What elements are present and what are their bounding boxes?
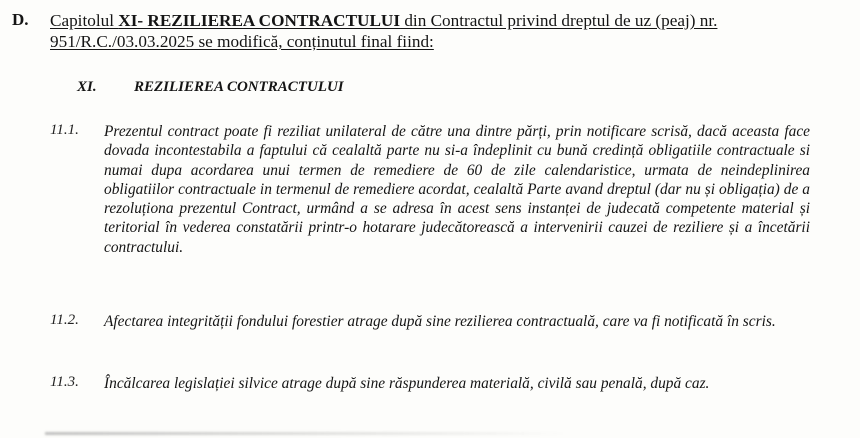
clause-text: Încălcarea legislației silvice atrage după sine răspunderea materială, civilă sau penală, după caz. xyxy=(104,375,710,392)
clause-number: 11.3. xyxy=(50,374,79,390)
chapter-number: XI. xyxy=(77,79,97,95)
intro-prefix: Capitolul xyxy=(50,11,119,30)
section-letter: D. xyxy=(12,10,29,29)
amendment-intro xyxy=(50,10,820,52)
clause-text: Prezentul contract poate fi reziliat unilateral de către una dintre părți, prin notificare scrisă, dacă aceasta face dovada incontestabila a faptului că cealaltă parte nu si-a îndeplinit cu bună credință obligatiile contractuale si numai dupa acordarea unui termen de remediere de 60 de zile calendaristice, urmata de neindeplinirea obligatiilor contractuale in termenul de remediere acordat, cealaltă Parte avand dreptul (dar nu și obligația) de a rezoluționa prezentul Contract, urmând a se adresa în acest sens instanței de judecată competente material și teritorial în vederea constatării printr-o hotarare judecătorească a intervenirii cauzei de reziliere și a încetării contractului. xyxy=(104,123,810,256)
clause-number: 11.2. xyxy=(50,312,79,328)
intro-chapter-title: XI- REZILIEREA CONTRACTULUI xyxy=(118,11,401,30)
clause-number: 11.1. xyxy=(50,122,79,138)
intro-suffix: din Contractul privind dreptul de uz (peaj) nr. 951/R.C./03.03.2025 se modifică, conținutul final fiind: xyxy=(50,11,718,51)
clause-text: Afectarea integrității fondului forestier atrage după sine rezilierea contractuală, care va fi notificată în scris. xyxy=(104,313,776,330)
chapter-title: REZILIEREA CONTRACTULUI xyxy=(134,79,344,95)
next-line-fragment xyxy=(45,432,565,435)
